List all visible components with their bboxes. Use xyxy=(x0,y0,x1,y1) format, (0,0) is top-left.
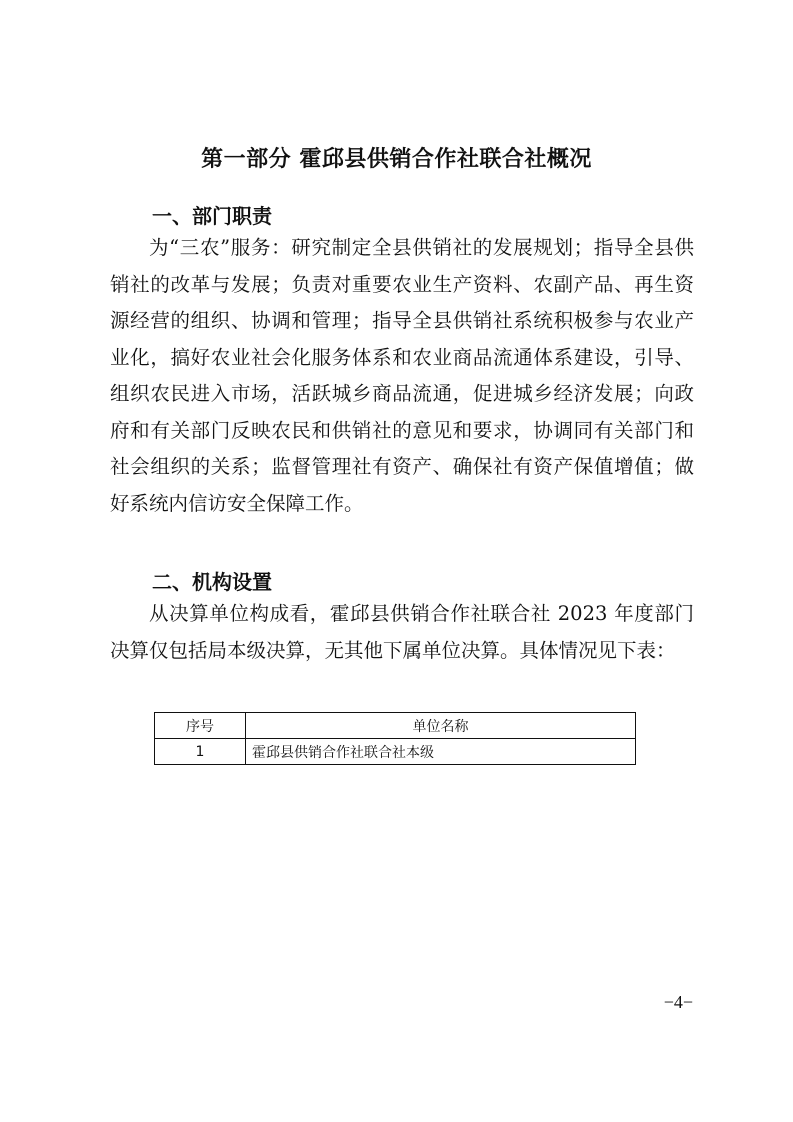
duties-paragraph: 为“三农”服务：研究制定全县供销社的发展规划；指导全县供销社的改革与发展；负责对重要农业生产资料、农副产品、再生资源经营的组织、协调和管理；指导全县供销社系统积极参与农业产业化，搞好农业社会化服务体系和农业商品流通体系建设，引导、组织农民进入市场，活跃城乡商品流通，促进城乡经济发展；向政府和有关部门反映农民和供销社的意见和要求，协调同有关部门和社会组织的关系；监督管理社有资产、确保社有资产保值增值；做好系统内信访安全保障工作。 xyxy=(110,236,694,515)
table-header-row xyxy=(155,713,636,739)
column-header-unit-name: 单位名称 xyxy=(246,713,636,739)
section-heading-organization: 二、机构设置 xyxy=(152,570,272,594)
units-table xyxy=(154,712,636,765)
page-number: −4− xyxy=(663,992,693,1012)
organization-paragraph: 从决算单位构成看，霍邱县供销合作社联合社 2023 年度部门决算仅包括局本级决算，无其他下属单位决算。具体情况见下表： xyxy=(110,602,694,662)
table-row xyxy=(155,739,636,765)
column-header-number: 序号 xyxy=(155,713,246,739)
unit-name-cell: 霍邱县供销合作社联合社本级 xyxy=(246,739,636,765)
page-title: 第一部分 霍邱县供销合作社联合社概况 xyxy=(201,147,592,172)
section-heading-duties: 一、部门职责 xyxy=(152,204,272,228)
row-number-cell: 1 xyxy=(155,739,246,765)
